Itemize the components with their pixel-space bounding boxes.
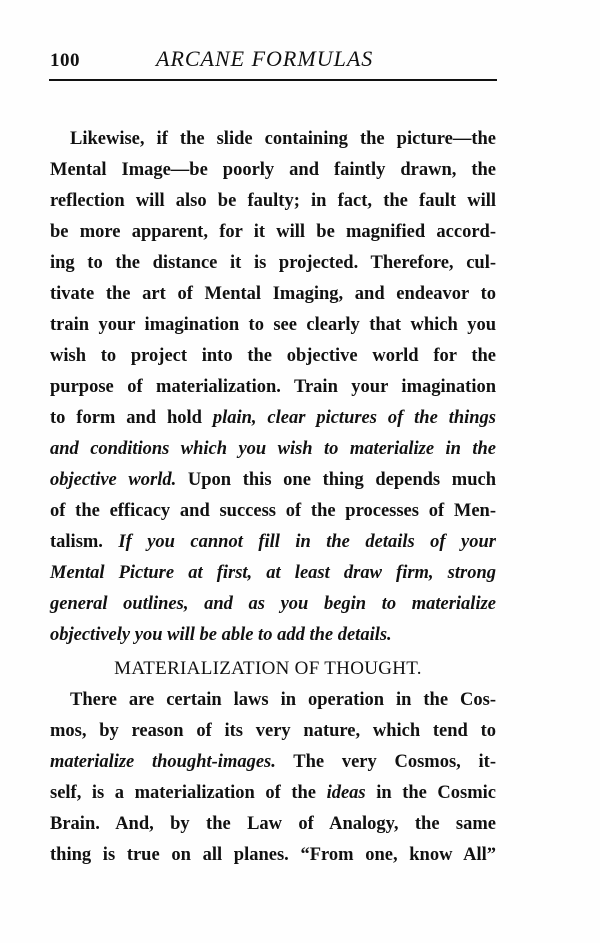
text-segment: of the efficacy and success of the processes of Men- <box>50 501 496 521</box>
text-line <box>50 341 496 372</box>
text-segment: Brain. And, by the Law of Analogy, the same <box>50 814 496 834</box>
text-segment: wish to project into the objective world for the <box>50 346 496 366</box>
text-line <box>50 558 496 589</box>
text-line <box>50 155 496 186</box>
text-segment: talism. <box>50 532 119 552</box>
text-segment: train your imagination to see clearly that which you <box>50 315 496 335</box>
italic-text: ideas <box>326 783 366 803</box>
text-line <box>50 809 496 840</box>
text-line <box>50 778 496 809</box>
text-line <box>50 403 496 434</box>
text-segment: The very Cosmos, it- <box>275 752 496 772</box>
text-segment: Upon this one thing depends much <box>176 470 496 490</box>
text-segment: Likewise, if the slide containing the picture—the <box>70 129 496 149</box>
text-segment: There are certain laws in operation in the Cos- <box>70 690 496 710</box>
italic-text: objective world. <box>50 470 177 490</box>
italic-text: materialize thought-images. <box>50 752 276 772</box>
running-title: ARCANE FORMULAS <box>156 46 374 71</box>
text-line <box>50 434 496 465</box>
page-body <box>50 124 496 871</box>
text-line <box>50 620 496 651</box>
italic-text: Mental Picture at first, at least draw firm, strong <box>50 563 496 583</box>
text-line <box>50 527 496 558</box>
text-segment: in the Cosmic <box>365 783 496 803</box>
text-line <box>50 124 496 155</box>
text-segment: thing is true on all planes. “From one, know All” <box>50 845 496 865</box>
header-rule <box>49 79 497 81</box>
text-segment: be more apparent, for it will be magnified accord- <box>50 222 496 242</box>
text-line <box>50 716 496 747</box>
italic-text: and conditions which you wish to materialize in the <box>50 439 496 459</box>
text-line <box>50 372 496 403</box>
text-segment: to form and hold <box>50 408 213 428</box>
page-number: 100 <box>50 50 80 71</box>
text-line <box>50 217 496 248</box>
italic-text: general outlines, and as you begin to materialize <box>50 594 496 614</box>
text-line <box>50 685 496 716</box>
text-line <box>50 465 496 496</box>
text-segment: self, is a materialization of the <box>50 783 327 803</box>
italic-text: If you cannot fill in the details of your <box>118 532 496 552</box>
text-line <box>50 840 496 871</box>
italic-text: plain, clear pictures of the things <box>212 408 497 428</box>
text-line <box>50 589 496 620</box>
text-line <box>50 747 496 778</box>
text-line <box>50 248 496 279</box>
text-segment: mos, by reason of its very nature, which tend to <box>50 721 496 741</box>
section-heading: MATERIALIZATION OF THOUGHT. <box>114 658 422 679</box>
text-line <box>50 279 496 310</box>
text-line <box>50 496 496 527</box>
page-header <box>50 46 496 76</box>
text-segment: Mental Image—be poorly and faintly drawn, the <box>50 160 496 180</box>
text-line <box>50 186 496 217</box>
paragraph-2 <box>50 685 496 871</box>
text-segment: reflection will also be faulty; in fact, the fault will <box>50 191 496 211</box>
text-line <box>50 310 496 341</box>
text-segment: ing to the distance it is projected. Therefore, cul- <box>50 253 496 273</box>
paragraph-1 <box>50 124 496 651</box>
text-segment: purpose of materialization. Train your imagination <box>50 377 496 397</box>
text-segment: tivate the art of Mental Imaging, and endeavor to <box>50 284 496 304</box>
italic-text: objectively you will be able to add the details. <box>50 625 392 645</box>
